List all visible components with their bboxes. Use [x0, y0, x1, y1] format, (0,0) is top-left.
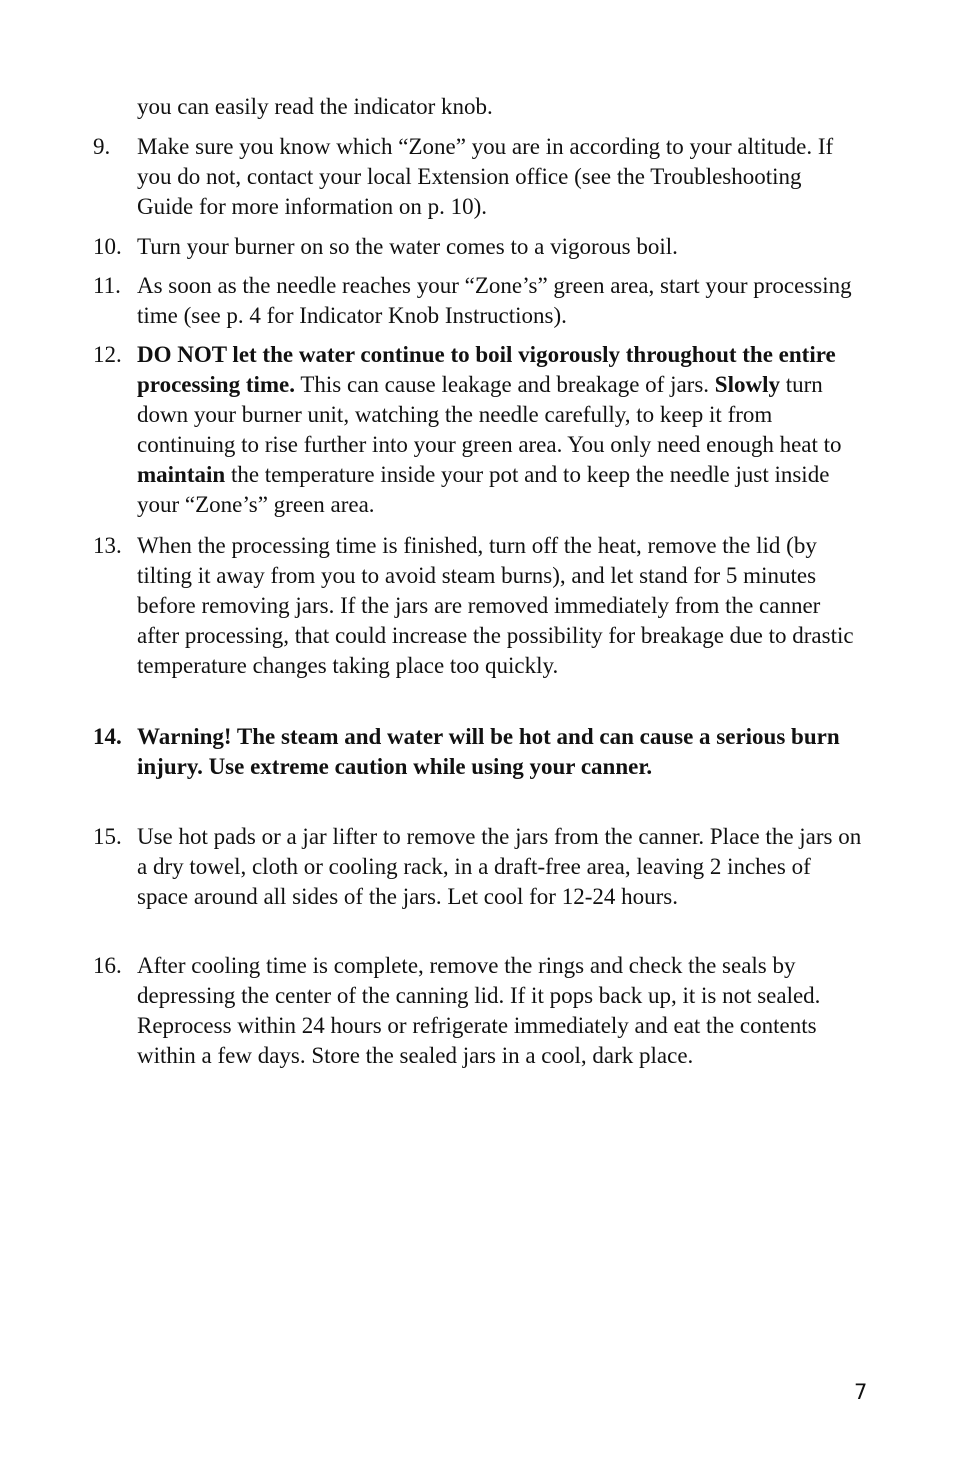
list-item-16	[93, 951, 873, 1071]
item-number: 14.	[93, 724, 122, 749]
item-text-emphasis: maintain	[137, 462, 226, 487]
item-number: 15.	[93, 824, 122, 849]
list-item-10	[93, 232, 873, 262]
item-text	[137, 132, 862, 222]
item-text	[137, 722, 862, 782]
item-number: 10.	[93, 234, 122, 259]
item-text-segment: Use hot pads or a jar lifter to remove the jars from the canner. Place the jars on a dry towel, cloth or cooling rack, in a draft-free area, leaving 2 inches of space around all sides of the jars. Let cool for 12-24 hours.	[137, 824, 862, 909]
item-text-segment: the temperature inside your pot and to keep the needle just inside your “Zone’s” green area.	[137, 462, 830, 517]
item-number: 13.	[93, 533, 122, 558]
item-text-segment: When the processing time is finished, turn off the heat, remove the lid (by tilting it away from you to avoid steam burns), and let stand for 5 minutes before removing jars. If the jars are removed immediately from the canner after processing, that could increase the possibility for breakage due to drastic temperature changes taking place too quickly.	[137, 533, 854, 678]
page-number: 7	[854, 1380, 868, 1404]
item-number: 16.	[93, 953, 122, 978]
list-item-12	[93, 340, 873, 520]
warning-text: Warning! The steam and water will be hot and can cause a serious burn injury. Use extreme caution while using your canner.	[137, 724, 840, 779]
list-item-9	[93, 132, 873, 222]
item-number: 12.	[93, 342, 122, 367]
item-text-segment: Make sure you know which “Zone” you are in according to your altitude. If you do not, contact your local Extension office (see the Troubleshooting Guide for more information on p. 10).	[137, 134, 834, 219]
item-number: 11.	[93, 273, 121, 298]
item-text	[137, 951, 862, 1071]
item-number: 9.	[93, 134, 111, 159]
item-text-emphasis: DO NOT let the water continue to boil vigorously throughout the entire processing time.	[137, 342, 836, 397]
item-text	[137, 531, 862, 681]
list-item-14	[93, 722, 873, 782]
item-text	[137, 232, 862, 262]
list-item-13	[93, 531, 873, 681]
continued-text: you can easily read the indicator knob.	[137, 94, 493, 119]
item-text-segment: After cooling time is complete, remove the rings and check the seals by depressing the center of the canning lid. If it pops back up, it is not sealed. Reprocess within 24 hours or refrigerate immediately and eat the contents within a few days. Store the sealed jars in a cool, dark place.	[137, 953, 821, 1068]
item-text	[137, 822, 862, 912]
item-text-segment: This can cause leakage and breakage of jars.	[295, 372, 715, 397]
item-text-segment: As soon as the needle reaches your “Zone’s” green area, start your processing time (see p. 4 for Indicator Knob Instructions).	[137, 273, 852, 328]
item-text	[137, 271, 862, 331]
list-item-15	[93, 822, 873, 912]
item-text-emphasis: Slowly	[714, 372, 780, 397]
item-text	[137, 340, 862, 520]
item-text-segment: turn down your burner unit, watching the needle carefully, to keep it from continuing to rise further into your green area. You only need enough heat to	[137, 372, 842, 457]
list-item-11	[93, 271, 873, 331]
item-text-segment: Turn your burner on so the water comes to a vigorous boil.	[137, 234, 678, 259]
